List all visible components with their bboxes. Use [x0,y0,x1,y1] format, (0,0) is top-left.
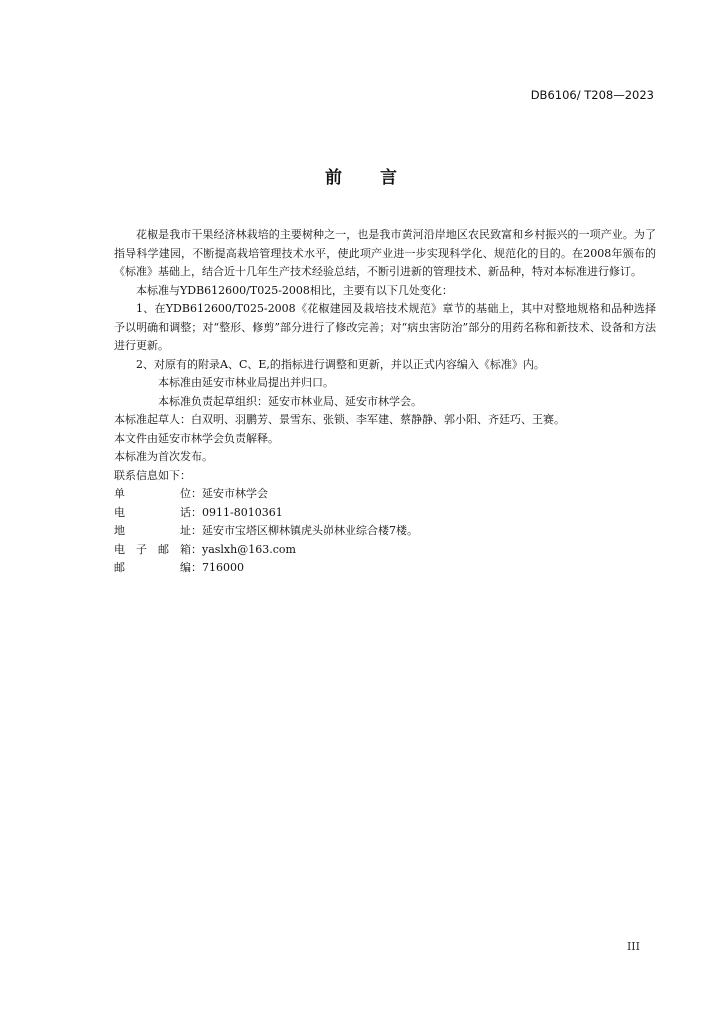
contact-value: 716000 [202,561,244,574]
paragraph-change-2: 2、对原有的附录A、C、E,的指标进行调整和更新，并以正式内容编入《标准》内。 [136,357,545,371]
contact-value[interactable]: yaslxh@163.com [202,542,296,556]
foreword-body [114,226,656,578]
paragraph-proposer: 本标准由延安市林业局提出并归口。 [158,376,334,389]
contact-row-postcode [114,559,656,578]
contact-label-char: 址： [180,524,202,537]
contact-row-address [114,522,656,541]
contact-label-char: 电 [114,505,125,519]
contact-label [114,485,202,504]
contact-label-char: 编： [180,561,202,574]
contact-label-char: 单 [114,487,125,500]
paragraph-first-release: 本标准为首次发布。 [114,450,213,463]
page-number: III [626,940,640,953]
contact-label-char: 箱： [180,542,202,556]
contact-row-unit [114,485,656,504]
contact-value: 0911-8010361 [202,505,283,519]
page-title: 前 言 [325,168,413,188]
paragraph-contact-intro: 联系信息如下： [114,468,191,482]
contact-label [114,522,202,541]
paragraph-drafters: 本标准起草人：白双明、羽鹏芳、景雪东、张锁、李军建、蔡静静、郭小阳、齐廷巧、王赛。 [114,413,565,426]
contact-list [114,485,656,578]
contact-label-char: 话： [180,505,202,519]
paragraph-changes-intro: 本标准与YDB612600/T025-2008相比，主要有以下几处变化： [136,283,453,297]
paragraph-drafting-org: 本标准负责起草组织：延安市林业局、延安市林学会。 [158,394,422,408]
contact-label [114,559,202,578]
paragraph-change-1: 1、在YDB612600/T025-2008《花椒建园及栽培技术规范》章节的基础上，其中对整地规格和品种选择予以明确和调整；对“整形、修剪”部分进行了修改完善；对“病虫害防治”部分的用药名称和新技术、设备和方法进行更新。 [114,302,656,352]
contact-row-email [114,541,656,560]
standard-code: DB6106/ T208—2023 [530,88,654,102]
contact-label [114,541,202,560]
contact-label-char: 地 [114,524,125,537]
contact-value: 延安市宝塔区柳林镇虎头峁林业综合楼7楼。 [202,524,418,537]
contact-label-char: 子 [136,542,147,556]
contact-row-phone [114,504,656,523]
contact-label-char: 邮 [158,542,169,556]
contact-label-char: 电 [114,542,125,556]
paragraph-interpretation: 本文件由延安市林学会负责解释。 [114,431,279,445]
paragraph-intro: 花椒是我市干果经济林栽培的主要树种之一，也是我市黄河沿岸地区农民致富和乡村振兴的一项产业。为了指导科学建园，不断提高栽培管理技术水平，使此项产业进一步实现科学化、规范化的目的。在2008年颁布的《标准》基础上，结合近十几年生产技术经验总结，不断引进新的管理技术、新品种，特对本标准进行修订。 [114,228,656,278]
contact-label-char: 位： [180,487,202,500]
contact-label [114,504,202,523]
contact-label-char: 邮 [114,561,125,574]
contact-value: 延安市林学会 [202,487,268,500]
